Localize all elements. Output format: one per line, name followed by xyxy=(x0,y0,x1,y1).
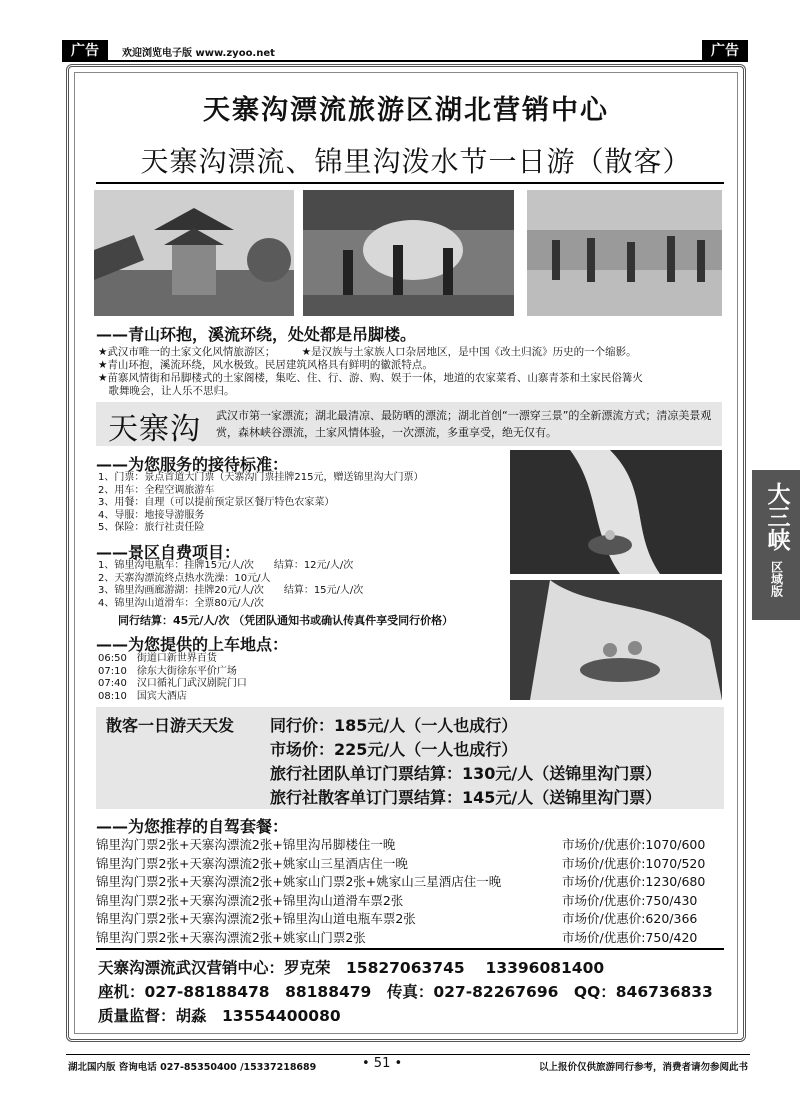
side-tab-title: 大三峡 xyxy=(763,481,790,551)
peer-settlement: 同行结算：45元/人/次 （凭团队通知书或确认传真件享受同行价格） xyxy=(118,614,454,627)
ad-tag-right: 广告 xyxy=(702,40,748,62)
footer-edition-phone: 湖北国内版 咨询电话 027-85350400 /15337218689 xyxy=(68,1062,317,1073)
contact-line-phone: 座机：027-88188478 88188479 传真：027-82267696 QQ：846736833 xyxy=(98,983,713,1001)
list-item: 2、用车：全程空调旅游车 xyxy=(98,484,215,496)
rafting-photo-2 xyxy=(510,580,722,700)
daily-departure-label: 散客一日游天天发 xyxy=(106,716,235,735)
bullet-line: ★苗寨风情街和吊脚楼式的土家阁楼，集吃、住、行、游、购、娱于一体，地道的农家菜肴、山寨青茶和土家民俗篝火 xyxy=(98,372,643,384)
list-item: 5、保险：旅行社责任险 xyxy=(98,522,205,533)
page-number: • 51 • xyxy=(362,1056,403,1071)
service-list xyxy=(98,472,423,535)
pickup-list xyxy=(98,653,247,703)
package-row xyxy=(96,910,726,929)
section-heading-scenery: ——青山环抱，溪流环绕，处处都是吊脚楼。 xyxy=(96,325,417,344)
package-price: 市场价/优惠价:1230/680 xyxy=(562,874,706,889)
package-price: 市场价/优惠价:750/430 xyxy=(562,892,698,908)
rafting-photo-1 xyxy=(510,450,722,574)
list-item: 06:50 街道口新世界百货 xyxy=(98,653,217,664)
region-side-tab xyxy=(752,470,800,620)
bullet-line: ★武汉市唯一的土家文化风情旅游区； ★是汉族与土家族人口杂居地区，是中国《改土归流》历史的一个缩影。 xyxy=(98,346,637,358)
price-line: 市场价：225元/人（一人也成行） xyxy=(270,740,518,759)
package-name: 锦里沟门票2张+天寨沟漂流2张+锦里沟山道滑车票2张 xyxy=(96,892,404,908)
scenery-bullets xyxy=(98,346,643,398)
list-item: 07:10 徐东大街徐东平价广场 xyxy=(98,665,237,677)
price-line: 旅行社团队单订门票结算：130元/人（送锦里沟门票） xyxy=(270,764,662,783)
sub-title: 天寨沟漂流、锦里沟泼水节一日游（散客） xyxy=(140,145,692,178)
package-price: 市场价/优惠价:1070/520 xyxy=(562,855,706,871)
list-item: 3、锦里沟画廊游湖：挂牌20元/人/次 结算：15元/人/次 xyxy=(98,585,364,596)
tianzhai-band xyxy=(96,402,722,446)
list-item: 3、用餐：自理（可以提前预定景区餐厅特色农家菜） xyxy=(98,497,335,508)
list-item: 1、门票：景点首道大门票（天寨沟门票挂牌215元，赠送锦里沟大门票） xyxy=(98,472,424,483)
ad-tag-left: 广告 xyxy=(62,40,108,62)
page-footer xyxy=(66,1054,750,1072)
package-price: 市场价/优惠价:1070/600 xyxy=(562,837,706,852)
list-item: 07:40 汉口循礼门武汉剧院门口 xyxy=(98,678,247,689)
package-name: 锦里沟门票2张+天寨沟漂流2张+姚家山门票2张 xyxy=(96,929,366,945)
top-rule xyxy=(108,60,702,62)
main-title: 天寨沟漂流旅游区湖北营销中心 xyxy=(203,95,609,126)
contact-line-quality: 质量监督：胡淼 13554400080 xyxy=(98,1007,341,1025)
side-tab-subtitle: 区域版 xyxy=(769,561,784,597)
package-name: 锦里沟门票2张+天寨沟漂流2张+姚家山门票2张+姚家山三星酒店住一晚 xyxy=(96,874,502,889)
list-item: 1、锦里沟电瓶车：挂牌15元/人/次 结算：12元/人/次 xyxy=(98,560,354,571)
package-name: 锦里沟门票2张+天寨沟漂流2张+锦里沟山道电瓶车票2张 xyxy=(96,911,416,926)
footer-disclaimer: 以上报价仅供旅游同行参考，消费者请勿参阅此书 xyxy=(538,1062,748,1073)
package-name: 锦里沟门票2张+天寨沟漂流2张+姚家山三星酒店住一晚 xyxy=(96,855,408,871)
price-line: 同行价：185元/人（一人也成行） xyxy=(270,716,518,735)
pavilion-photo xyxy=(94,190,294,316)
package-row xyxy=(96,836,726,855)
tianzhai-description: 武汉市第一家漂流；湖北最清凉、最防晒的漂流；湖北首创“一漂穿三景”的全新漂流方式；清凉美景观赏，森林峡谷漂流，土家风情体验，一次漂流，多重享受，绝无仅有。 xyxy=(216,409,712,439)
section-heading-service: ——为您服务的接待标准： xyxy=(96,455,289,474)
tianzhai-title: 天寨沟 xyxy=(108,412,201,447)
contact-divider xyxy=(96,948,724,950)
price-line: 旅行社散客单订门票结算：145元/人（送锦里沟门票） xyxy=(270,788,662,807)
contact-line-center: 天寨沟漂流武汉营销中心：罗克荣 15827063745 13396081400 xyxy=(98,959,605,977)
package-row xyxy=(96,892,726,911)
list-item: 4、锦里沟山道滑车：全票80元/人/次 xyxy=(98,597,264,609)
welcome-url[interactable]: 欢迎浏览电子版 www.zyoo.net xyxy=(122,48,275,59)
list-item: 4、导服：地接导游服务 xyxy=(98,509,205,521)
bullet-line: ★青山环抱，溪流环绕，风水极致。民居建筑风格具有鲜明的徽派特点。 xyxy=(98,359,433,371)
price-band xyxy=(96,707,724,809)
bullet-line: 歌舞晚会，让人乐不思归。 xyxy=(98,385,235,397)
section-heading-packages: ——为您推荐的自驾套餐： xyxy=(96,817,289,836)
water-splash-photo xyxy=(527,190,722,316)
list-item: 08:10 国宾大酒店 xyxy=(98,690,187,702)
package-price: 市场价/优惠价:750/420 xyxy=(562,929,698,945)
water-festival-photo xyxy=(303,190,514,316)
package-list xyxy=(96,836,726,947)
top-bar xyxy=(62,40,748,62)
section-heading-selfpay: ——景区自费项目： xyxy=(96,543,241,562)
section-heading-pickup: ——为您提供的上车地点： xyxy=(96,635,289,654)
package-price: 市场价/优惠价:620/366 xyxy=(562,911,698,926)
title-divider xyxy=(96,182,724,184)
package-row xyxy=(96,855,726,874)
package-name: 锦里沟门票2张+天寨沟漂流2张+锦里沟吊脚楼住一晚 xyxy=(96,837,396,852)
list-item: 2、天寨沟漂流终点热水洗澡：10元/人 xyxy=(98,572,271,584)
package-row xyxy=(96,873,726,892)
package-row xyxy=(96,929,726,948)
selfpay-list xyxy=(98,560,363,610)
